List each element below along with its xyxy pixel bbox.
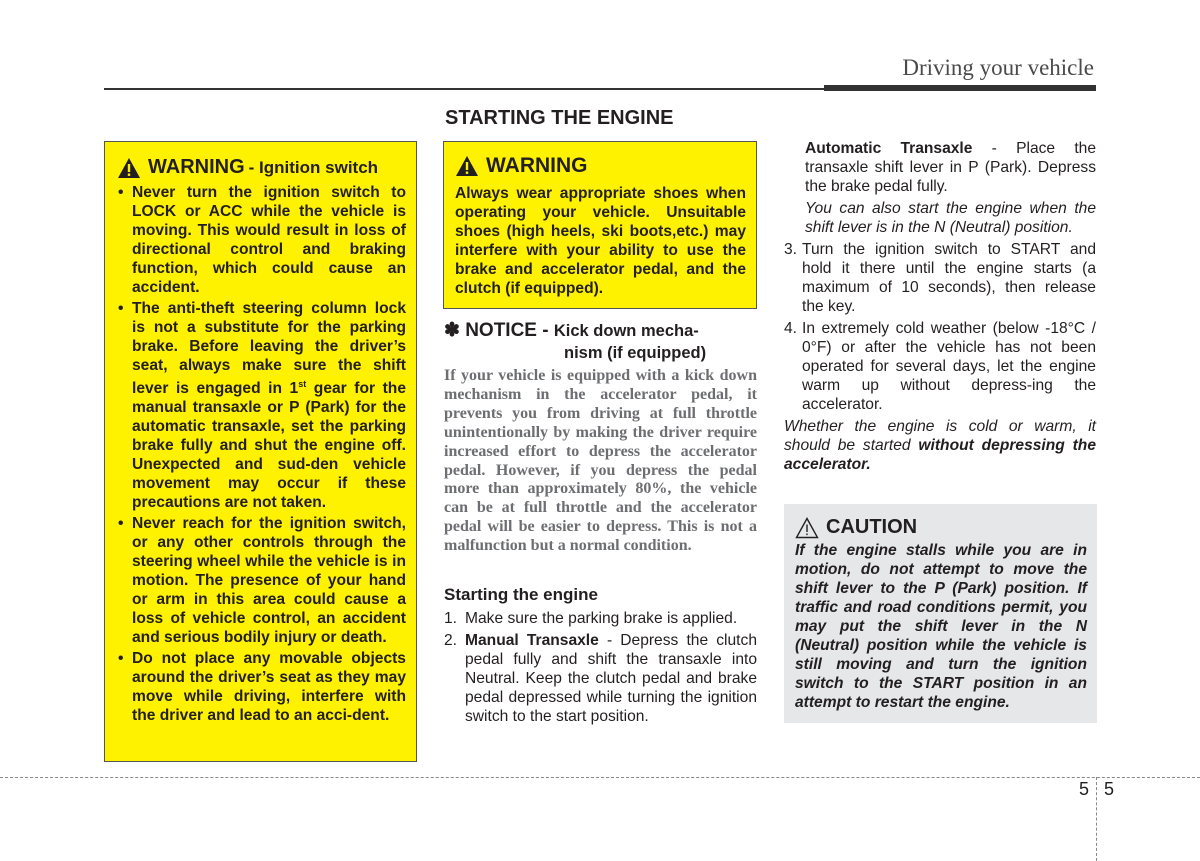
page-header-title: Driving your vehicle — [902, 55, 1094, 80]
footer-divider — [0, 777, 1200, 778]
step-text: Make sure the parking brake is applied. — [465, 610, 738, 627]
step-item — [444, 631, 757, 726]
warning-header — [455, 154, 746, 178]
step-item — [444, 609, 757, 628]
warning-bullet: • Do not place any movable objects around the driver’s seat as they may move while driving, interfere with the driver and lead to an acci-dent. — [117, 649, 406, 725]
neutral-note: You can also start the engine when the shift lever is in the N (Neutral) position. — [805, 200, 1096, 236]
starting-section — [444, 585, 757, 729]
step-bold-label: Automatic Transaxle — [805, 140, 973, 157]
step-number: 4. — [784, 320, 798, 337]
caution-title: CAUTION — [826, 516, 918, 538]
page-number: 5 — [1104, 779, 1115, 799]
warning-header — [117, 156, 406, 179]
step-number: 1. — [444, 610, 458, 627]
warning-subtitle: - Ignition switch — [248, 157, 379, 177]
closing-note — [784, 417, 1096, 474]
right-column — [784, 139, 1096, 474]
step-bold-label: Manual Transaxle — [465, 632, 599, 649]
warning-bullet: • Never reach for the ignition switch, or any other controls through the steering wheel while the vehicle is in motion. The presence of your hand or arm in this area could cause a loss of vehicle control, an accident and serious bodily injury or death. — [117, 514, 406, 647]
closing-bold: without depressing the accelerator. — [784, 437, 1097, 473]
warning-ignition-box — [104, 141, 417, 762]
notice-kick-down — [444, 320, 757, 556]
step-item — [784, 319, 1096, 414]
warning-bullet: • Never turn the ignition switch to LOCK or ACC while the vehicle is moving. This would result in loss of directional control and braking function, which could cause an accident. — [117, 183, 406, 297]
warning-triangle-icon — [117, 157, 141, 179]
step-text: In extremely cold weather (below -18°C / 0°F) or after the vehicle has not been operated for several days, let the engine warm up without depress-ing the accelerator. — [802, 320, 1096, 413]
closing-plain: Whether the engine is cold or warm, it should be started — [784, 418, 1096, 454]
automatic-transaxle-text — [784, 139, 1096, 196]
notice-subtitle-line1: Kick down mecha- — [553, 322, 699, 340]
caution-header — [795, 516, 1087, 539]
caution-box — [784, 504, 1097, 723]
warning-title: WARNING — [148, 156, 245, 178]
caution-triangle-icon — [795, 517, 819, 539]
step-text: Turn the ignition switch to START and hold it there until the engine starts (a maximum of 10 seconds), then release the key. — [802, 241, 1096, 315]
step-number: 3. — [784, 241, 798, 258]
header-rule-thick — [824, 85, 1096, 91]
page-number-divider — [1096, 777, 1097, 861]
chapter-number: 5 — [1079, 779, 1090, 799]
steps-list — [444, 609, 757, 726]
warning-bullet: • The anti-theft steering column lock is not a substitute for the parking brake. Before leaving the driver’s seat, always make sure the shift lever is engaged in 1st gear for the manual transaxle or P (Park) for the automatic transaxle, set the parking brake fully and shut the engine off. Unexpected and sud-den vehicle movement may occur if these precautions are not taken. — [117, 299, 406, 512]
warning-triangle-icon — [455, 155, 479, 177]
header-rule — [104, 88, 824, 90]
notice-subtitle-line2: nism (if equipped) — [564, 344, 707, 362]
step-item — [784, 240, 1096, 316]
step-text: - Place the transaxle shift lever in P (Park). Depress the brake pedal fully. — [805, 140, 1097, 195]
warning-body: Always wear appropriate shoes when operating your vehicle. Unsuitable shoes (high heels, ski boots,etc.) may interfere with your ability to use the brake and accelerator pedal, and the clutch (if equipped). — [455, 185, 746, 297]
warning-title: WARNING — [486, 154, 588, 177]
step-number: 2. — [444, 632, 458, 649]
warning-bullet-list — [117, 183, 406, 725]
notice-header — [444, 320, 757, 364]
starting-heading: Starting the engine — [444, 585, 598, 604]
notice-body: If your vehicle is equipped with a kick down mechanism in the accelerator pedal, it prevents you from driving at full throttle unintentionally by making the driver require increased effort to depress the accelerator pedal. However, if you depress the pedal more than approximately 80%, the vehicle can be at full throttle and the accelerator pedal will be easier to depress. This is not a malfunction but a normal condition. — [444, 367, 757, 555]
warning-shoes-box — [443, 141, 757, 309]
section-title: STARTING THE ENGINE — [445, 107, 674, 129]
step-text: - Depress the clutch pedal fully and shift the transaxle into Neutral. Keep the clutch pedal and brake pedal depressed while turning the ignition switch to the start position. — [465, 632, 757, 725]
caution-body: If the engine stalls while you are in motion, do not attempt to move the shift lever to the P (Park) position. If traffic and road conditions permit, you may put the shift lever in the N (Neutral) position while the vehicle is still moving and turn the ignition switch to the START position in an attempt to restart the engine. — [795, 542, 1087, 711]
steps-list-continued — [784, 240, 1096, 414]
notice-title: ✽ NOTICE - — [444, 320, 549, 341]
